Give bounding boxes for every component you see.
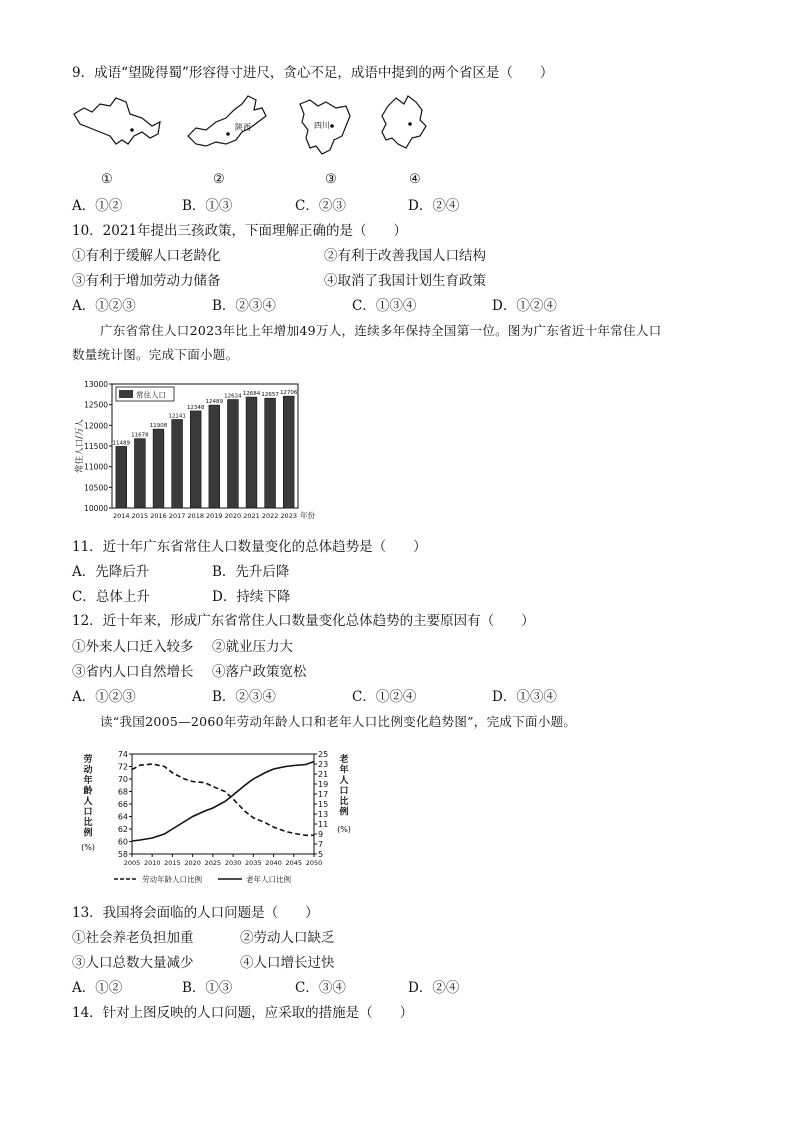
chart2-right-ylabel-unit: (%)	[337, 825, 351, 834]
chart1-ytick-label: 12500	[84, 400, 108, 410]
q14-stem: 14．针对上图反映的人口问题，应采取的措施是（ ）	[72, 1005, 414, 1021]
chart1-ytick-label: 12000	[84, 421, 108, 431]
intro1-line1: 广东省常住人口2023年比上年增加49万人，连续多年保持全国第一位。图为广东省近十年常住人口	[100, 323, 662, 338]
q10-item-2: ②有利于改善我国人口结构	[324, 248, 486, 264]
chart1-bar-2020	[228, 400, 239, 508]
chart2-x-tick-label: 2015	[164, 859, 181, 867]
chart1-ytick-label: 11500	[84, 442, 108, 451]
map2-text: 陕西	[235, 123, 251, 132]
chart2-right-tick-label: 17	[318, 790, 329, 799]
chart1-xtick-label: 2023	[280, 512, 297, 520]
q12-item-1: ①外来人口迁入较多	[72, 639, 194, 655]
q10-option-b[interactable]: B．②③④	[212, 298, 276, 314]
chart1-data-label: 11489	[112, 440, 131, 447]
chart1-ytick-label: 10000	[84, 504, 108, 513]
chart2-legend-label-1: 劳动年龄人口比例	[142, 875, 202, 884]
intro1-line2: 数量统计图。完成下面小题。	[72, 347, 239, 362]
chart2-plot-frame	[132, 754, 314, 854]
q9-stem: 9．成语“望陇得蜀”形容得寸进尺，贪心不足，成语中提到的两个省区是（ ）	[72, 65, 554, 81]
chart2-x-tick-label: 2030	[224, 859, 242, 867]
chart2-x-tick-label: 2025	[204, 859, 222, 867]
intro2-line1: 读“我国2005—2060年劳动年龄人口和老年人口比例变化趋势图”，完成下面小题。	[100, 714, 577, 729]
q11-option-d[interactable]: D．持续下降	[212, 589, 291, 605]
chart1-data-label: 12348	[186, 404, 205, 411]
chart2-x-tick-label: 2005	[123, 859, 141, 867]
q11-stem: 11．近十年广东省常住人口数量变化的总体趋势是（ ）	[72, 539, 427, 555]
chart1-data-label: 12684	[242, 391, 261, 398]
chart2-x-tick-label: 2050	[305, 859, 323, 867]
chart1-xtick-label: 2021	[243, 512, 260, 520]
chart1-data-label: 12706	[279, 390, 298, 397]
q12-option-a[interactable]: A．①②③	[72, 689, 136, 705]
q10-option-a[interactable]: A．①②③	[72, 298, 136, 314]
population-bar-chart	[72, 376, 322, 524]
map-label-1: ①	[101, 172, 113, 187]
province-maps	[70, 92, 430, 162]
chart1-data-label: 12657	[261, 392, 279, 399]
population-ratio-line-chart	[72, 748, 362, 890]
q12-option-b[interactable]: B．②③④	[212, 689, 276, 705]
chart2-right-tick-label: 21	[318, 770, 329, 779]
chart1-ytick-label: 11000	[84, 462, 108, 472]
q12-option-c[interactable]: C．①②④	[352, 689, 417, 705]
q10-item-4: ④取消了我国计划生育政策	[324, 273, 486, 289]
chart1-bar-2016	[153, 429, 164, 508]
chart2-left-ylabel: 劳动年龄人口比例	[83, 755, 93, 839]
chart1-xtick-label: 2018	[187, 512, 204, 520]
chart2-x-tick-label: 2010	[143, 859, 161, 867]
chart1-ytick-label: 10500	[84, 483, 108, 493]
chart2-left-tick-label: 58	[117, 850, 128, 859]
chart2-left-tick-label: 64	[117, 812, 128, 822]
chart1-xlabel: 年份	[300, 511, 315, 520]
q13-stem: 13．我国将会面临的人口问题是（ ）	[72, 905, 319, 921]
q12-option-d[interactable]: D．①③④	[492, 689, 557, 705]
chart2-left-tick-label: 60	[117, 837, 128, 847]
chart1-legend-label: 常住人口	[136, 390, 166, 400]
chart2-right-tick-label: 19	[318, 780, 329, 789]
q9-option-d[interactable]: D．②④	[408, 198, 460, 214]
chart1-xtick-label: 2017	[168, 512, 186, 520]
q12-item-4: ④落户政策宽松	[212, 664, 307, 680]
chart1-bar-2023	[283, 396, 294, 508]
chart2-left-tick-label: 66	[117, 800, 128, 809]
q10-item-1: ①有利于缓解人口老龄化	[72, 248, 221, 264]
chart2-left-tick-label: 62	[117, 825, 128, 834]
q12-item-2: ②就业压力大	[212, 639, 293, 655]
q13-option-b[interactable]: B．①③	[182, 980, 233, 996]
q9-option-b[interactable]: B．①③	[182, 198, 233, 214]
chart2-right-tick-label: 5	[318, 850, 324, 859]
q13-item-3: ③人口总数大量减少	[72, 955, 194, 971]
chart2-left-tick-label: 74	[117, 750, 128, 759]
chart1-xtick-label: 2022	[261, 512, 279, 520]
chart1-bar-2018	[190, 411, 201, 508]
q9-option-a[interactable]: A．①②	[72, 198, 123, 214]
map-label-4: ④	[409, 172, 421, 187]
q9-option-c[interactable]: C．②③	[295, 198, 346, 214]
q11-option-c[interactable]: C．总体上升	[72, 589, 150, 605]
province-map-2	[188, 96, 266, 146]
chart2-right-tick-label: 13	[318, 810, 329, 819]
chart2-right-tick-label: 15	[318, 800, 329, 809]
q13-option-d[interactable]: D．②④	[408, 980, 460, 996]
chart2-series-elderly-ratio-line	[132, 762, 314, 842]
q12-stem: 12．近十年来，形成广东省常住人口数量变化总体趋势的主要原因有（ ）	[72, 613, 535, 629]
q12-item-3: ③省内人口自然增长	[72, 664, 194, 680]
chart1-xtick-label: 2014	[113, 512, 130, 520]
chart2-x-tick-label: 2040	[265, 859, 282, 867]
q11-option-a[interactable]: A．先降后升	[72, 564, 150, 580]
chart2-x-tick-label: 2045	[285, 859, 303, 867]
chart1-data-label: 12141	[168, 413, 186, 420]
chart1-ylabel: 常住人口/万人	[75, 419, 85, 473]
chart1-bar-2022	[265, 398, 276, 508]
chart1-data-label: 11908	[149, 423, 168, 430]
q10-item-3: ③有利于增加劳动力储备	[72, 273, 221, 289]
chart1-data-label: 11678	[131, 432, 149, 439]
chart1-xtick-label: 2020	[224, 512, 242, 520]
q13-option-c[interactable]: C．③④	[295, 980, 346, 996]
chart1-xtick-label: 2016	[150, 512, 167, 520]
chart1-bar-2015	[135, 439, 146, 508]
chart2-right-tick-label: 9	[318, 830, 324, 839]
chart1-data-label: 12489	[205, 399, 224, 406]
chart2-left-tick-label: 72	[117, 762, 128, 772]
chart2-x-tick-label: 2035	[245, 859, 262, 867]
chart2-left-tick-label: 70	[117, 775, 128, 784]
chart2-right-tick-label: 23	[318, 760, 329, 769]
map-label-3: ③	[325, 172, 337, 187]
chart1-legend-swatch	[119, 390, 133, 398]
chart1-bar-2014	[116, 446, 127, 508]
chart1-bar-2021	[246, 397, 257, 508]
chart1-data-label: 12624	[224, 393, 242, 400]
q13-item-4: ④人口增长过快	[240, 955, 335, 971]
province-map-4	[382, 96, 426, 148]
chart2-right-tick-label: 25	[318, 750, 329, 759]
province-map-1	[74, 98, 160, 144]
chart1-bar-2019	[209, 405, 220, 508]
chart2-left-tick-label: 68	[117, 787, 128, 797]
q11-option-b[interactable]: B．先升后降	[212, 564, 290, 580]
chart2-left-ylabel-unit: (%)	[81, 843, 95, 852]
chart1-ytick-label: 13000	[84, 380, 108, 389]
map-label-2: ②	[213, 172, 225, 187]
q10-option-c[interactable]: C．①③④	[352, 298, 417, 314]
chart1-bar-2017	[172, 420, 183, 508]
q13-item-2: ②劳动人口缺乏	[240, 930, 335, 946]
chart2-right-tick-label: 11	[318, 820, 329, 829]
chart2-x-tick-label: 2020	[184, 859, 201, 867]
chart1-xtick-label: 2019	[206, 512, 223, 520]
q13-option-a[interactable]: A．①②	[72, 980, 123, 996]
chart1-xtick-label: 2015	[131, 512, 149, 520]
q10-option-d[interactable]: D．①②④	[492, 298, 557, 314]
chart2-legend-label-2: 老年人口比例	[246, 875, 291, 884]
q10-stem: 10．2021年提出三孩政策，下面理解正确的是（ ）	[72, 223, 408, 239]
chart2-right-ylabel: 老年人口比例	[339, 755, 349, 818]
chart2-series-labor-ratio-line	[132, 764, 314, 835]
map3-text: 四川	[314, 121, 330, 130]
chart2-right-tick-label: 7	[318, 840, 324, 849]
q13-item-1: ①社会养老负担加重	[72, 930, 194, 946]
